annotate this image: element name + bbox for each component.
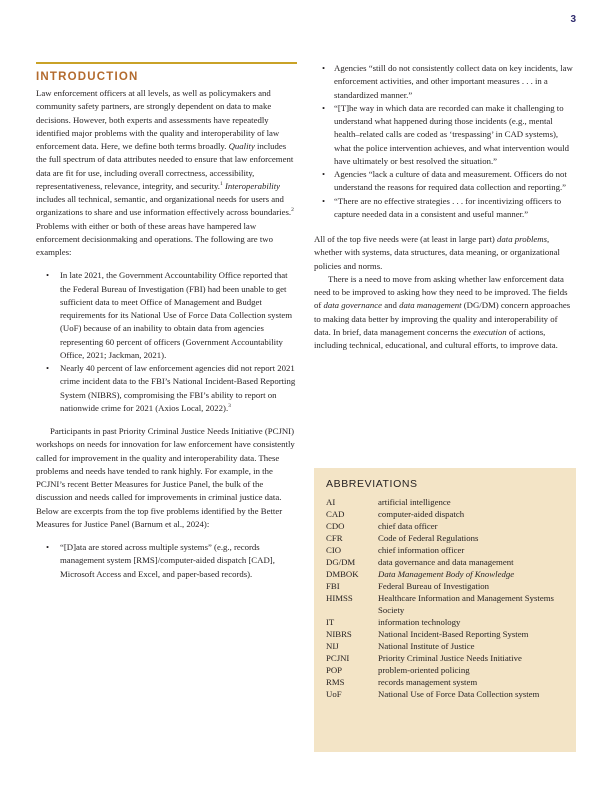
abbreviation-row [326,688,564,700]
abbreviation-term: POP [326,665,343,675]
abbreviation-definition: records management system [378,677,478,687]
intro-paragraph [36,87,297,259]
abbreviation-term: CDO [326,521,345,531]
abbreviation-term: NIBRS [326,629,352,639]
abbreviation-definition: artificial intelligence [378,497,451,507]
para3-text-a: All of the top five needs were (at least in large part) [314,234,498,244]
data-problems-term: data problems [497,234,548,244]
abbreviation-row [326,520,564,532]
introduction-heading: INTRODUCTION [36,71,139,83]
abbreviation-term: DMBOK [326,569,359,579]
abbreviation-definition: National Institute of Justice [378,641,475,651]
abbreviation-definition: computer-aided dispatch [378,509,465,519]
abbreviation-term: HIMSS [326,593,353,603]
abbreviations-box [314,468,576,752]
para4-text-a: There is a need to move from asking whether law enforcement data need to be improved to asking how they need to be improved. The fields of [314,273,568,311]
pcjni-paragraph: Participants in past Priority Criminal Justice Needs Initiative (PCJNI) workshops on needs for innovation for law enforcement have consistently called for improvement in the quality and interoperability data. These problems and needs have tended to rank highly. For example, in the PCJNI’s recent Better Measures for Justice Panel, the bulk of the discussion and needs called for improvements in criminal justice data. Below are excerpts from the top five problems identified by the Better Measures for Justice Panel (Barnum et al., 2024): [36,426,295,529]
abbreviation-definition: Healthcare Information and Management Systems Society [378,593,554,615]
intro-text-d: Problems with either or both of these areas have hampered law enforcement decisionmaking and operations. The following are two examples: [36,220,273,257]
abbreviation-definition: data governance and data management [378,557,514,567]
examples-list [36,269,297,415]
abbreviation-definition: Code of Federal Regulations [378,533,479,543]
abbreviations-list [326,496,564,700]
abbreviation-definition: Data Management Body of Knowledge [378,569,515,579]
abbreviation-definition: information technology [378,617,461,627]
intro-text-c: includes all technical, semantic, and organizational needs for users and organizations to share and use information effectively across boundaries. [36,194,292,218]
footnote-ref-3[interactable]: 3 [228,402,231,409]
abbreviation-row [326,628,564,640]
data-governance-term: data governance [323,300,383,311]
abbreviation-term: AI [326,497,336,507]
abbreviation-definition: Priority Criminal Justice Needs Initiative [378,653,522,663]
list-item: • “[D]ata are stored across multiple systems” (e.g., records management system [RMS]/computer-aided dispatch [CAD], Microsoft Access and Excel, and paper-based records). [60,541,297,581]
list-item [60,362,297,415]
dgdm-paragraph [314,273,576,353]
para3-text-b: , whether with systems, data structures, data meaning, or organizational policies and norms. [314,234,560,271]
abbreviation-term: UoF [326,689,342,699]
abbreviation-row [326,496,564,508]
list-item: • Agencies “still do not consistently collect data on key incidents, law enforcement activities, and other important measures . . . in a standardized manner.” [334,62,576,102]
intro-text-b: includes the full spectrum of data attributes needed to ensure that law enforcement data are fit for use, including overall correctness, accessibility, representativeness, relevance, integrity, and security. [36,141,294,191]
section-rule [36,62,297,64]
abbreviation-definition: National Use of Force Data Collection system [378,689,540,699]
abbreviation-row [326,508,564,520]
abbreviation-term: IT [326,617,335,627]
data-problems-paragraph [314,233,576,273]
list-item: • “There are no effective strategies . . . for incentivizing officers to capture needed data in a consistent and useful manner.” [334,195,576,222]
abbreviation-row [326,652,564,664]
abbreviation-definition: chief information officer [378,545,465,555]
excerpts-list-left [36,541,297,581]
intro-text-a: Law enforcement officers at all levels, as well as policymakers and community safety partners, are strongly dependent on data to make decisions. However, both experts and assessments have repeatedly identified major problems with the quality and interoperability of law enforcement data. Here, we define both terms broadly. [36,88,280,151]
abbreviation-row [326,616,564,628]
abbreviation-row [326,580,564,592]
abbreviation-row [326,544,564,556]
abbreviation-term: FBI [326,581,340,591]
right-column [314,62,576,352]
quality-term: Quality [228,141,255,151]
footnote-ref-1[interactable]: 1 [220,180,223,187]
abbreviation-row [326,532,564,544]
abbreviation-definition: problem-oriented policing [378,665,470,675]
abbreviation-term: CAD [326,509,345,519]
execution-term: execution [473,326,507,337]
para4-text-c: of actions, including technical, educational, and cultural efforts, to improve data. [314,326,558,350]
para4-and: and [382,300,400,311]
page-number: 3 [570,14,576,25]
interoperability-term: Interoperability [224,180,281,191]
abbreviation-term: NIJ [326,641,339,651]
list-item: • Agencies “lack a culture of data and measurement. Officers do not understand the reasons for required data collection and reporting.” [334,168,576,195]
example-text: In late 2021, the Government Accountability Office reported that the Federal Bureau of Investigation (FBI) had been unable to get sufficient data to meet Office of Management and Budget requirements for its National Use of Force Data Collection system (UoF) because of an inability to obtain data from agencies representing 60 percent of officers (Government Accountability Office, 2021; Jackman, 2021). [60,270,293,360]
abbreviation-term: RMS [326,677,345,687]
example-text: Nearly 40 percent of law enforcement agencies did not report 2021 crime incident data to the FBI’s National Incident-Based Reporting System (NIBRS), compromising the FBI’s ability to report on nationwide crime for 2021 (Axios Local, 2022). [60,363,296,413]
excerpts-list-right [314,62,576,221]
list-item [60,269,297,362]
abbreviation-row [326,592,564,616]
abbreviation-term: CIO [326,545,342,555]
para4-text-b: (DG/DM) concern approaches to making data better by improving the quality and interoperability of data. In brief, data management concerns the [314,300,571,337]
footnote-ref-2[interactable]: 2 [291,207,294,214]
abbreviation-row [326,640,564,652]
abbreviation-row [326,568,564,580]
list-item: • “[T]he way in which data are recorded can make it challenging to understand what happened during those incidents (e.g., mental health–related calls are coded as ‘trespassing’ in CAD systems), what the police intervention achieves, and what intervention would have ultimately or best resolved the situation.” [334,102,576,168]
abbreviation-definition: chief data officer [378,521,438,531]
abbreviation-term: DG/DM [326,557,356,567]
abbreviation-term: CFR [326,533,343,543]
abbreviation-definition: Federal Bureau of Investigation [378,581,490,591]
left-column [36,62,297,591]
abbreviations-title: ABBREVIATIONS [326,478,418,490]
data-management-term: data management [399,300,462,311]
abbreviation-term: PCJNI [326,653,350,663]
abbreviation-definition: National Incident-Based Reporting System [378,629,529,639]
abbreviation-row [326,556,564,568]
abbreviation-row [326,664,564,676]
abbreviation-row [326,676,564,688]
